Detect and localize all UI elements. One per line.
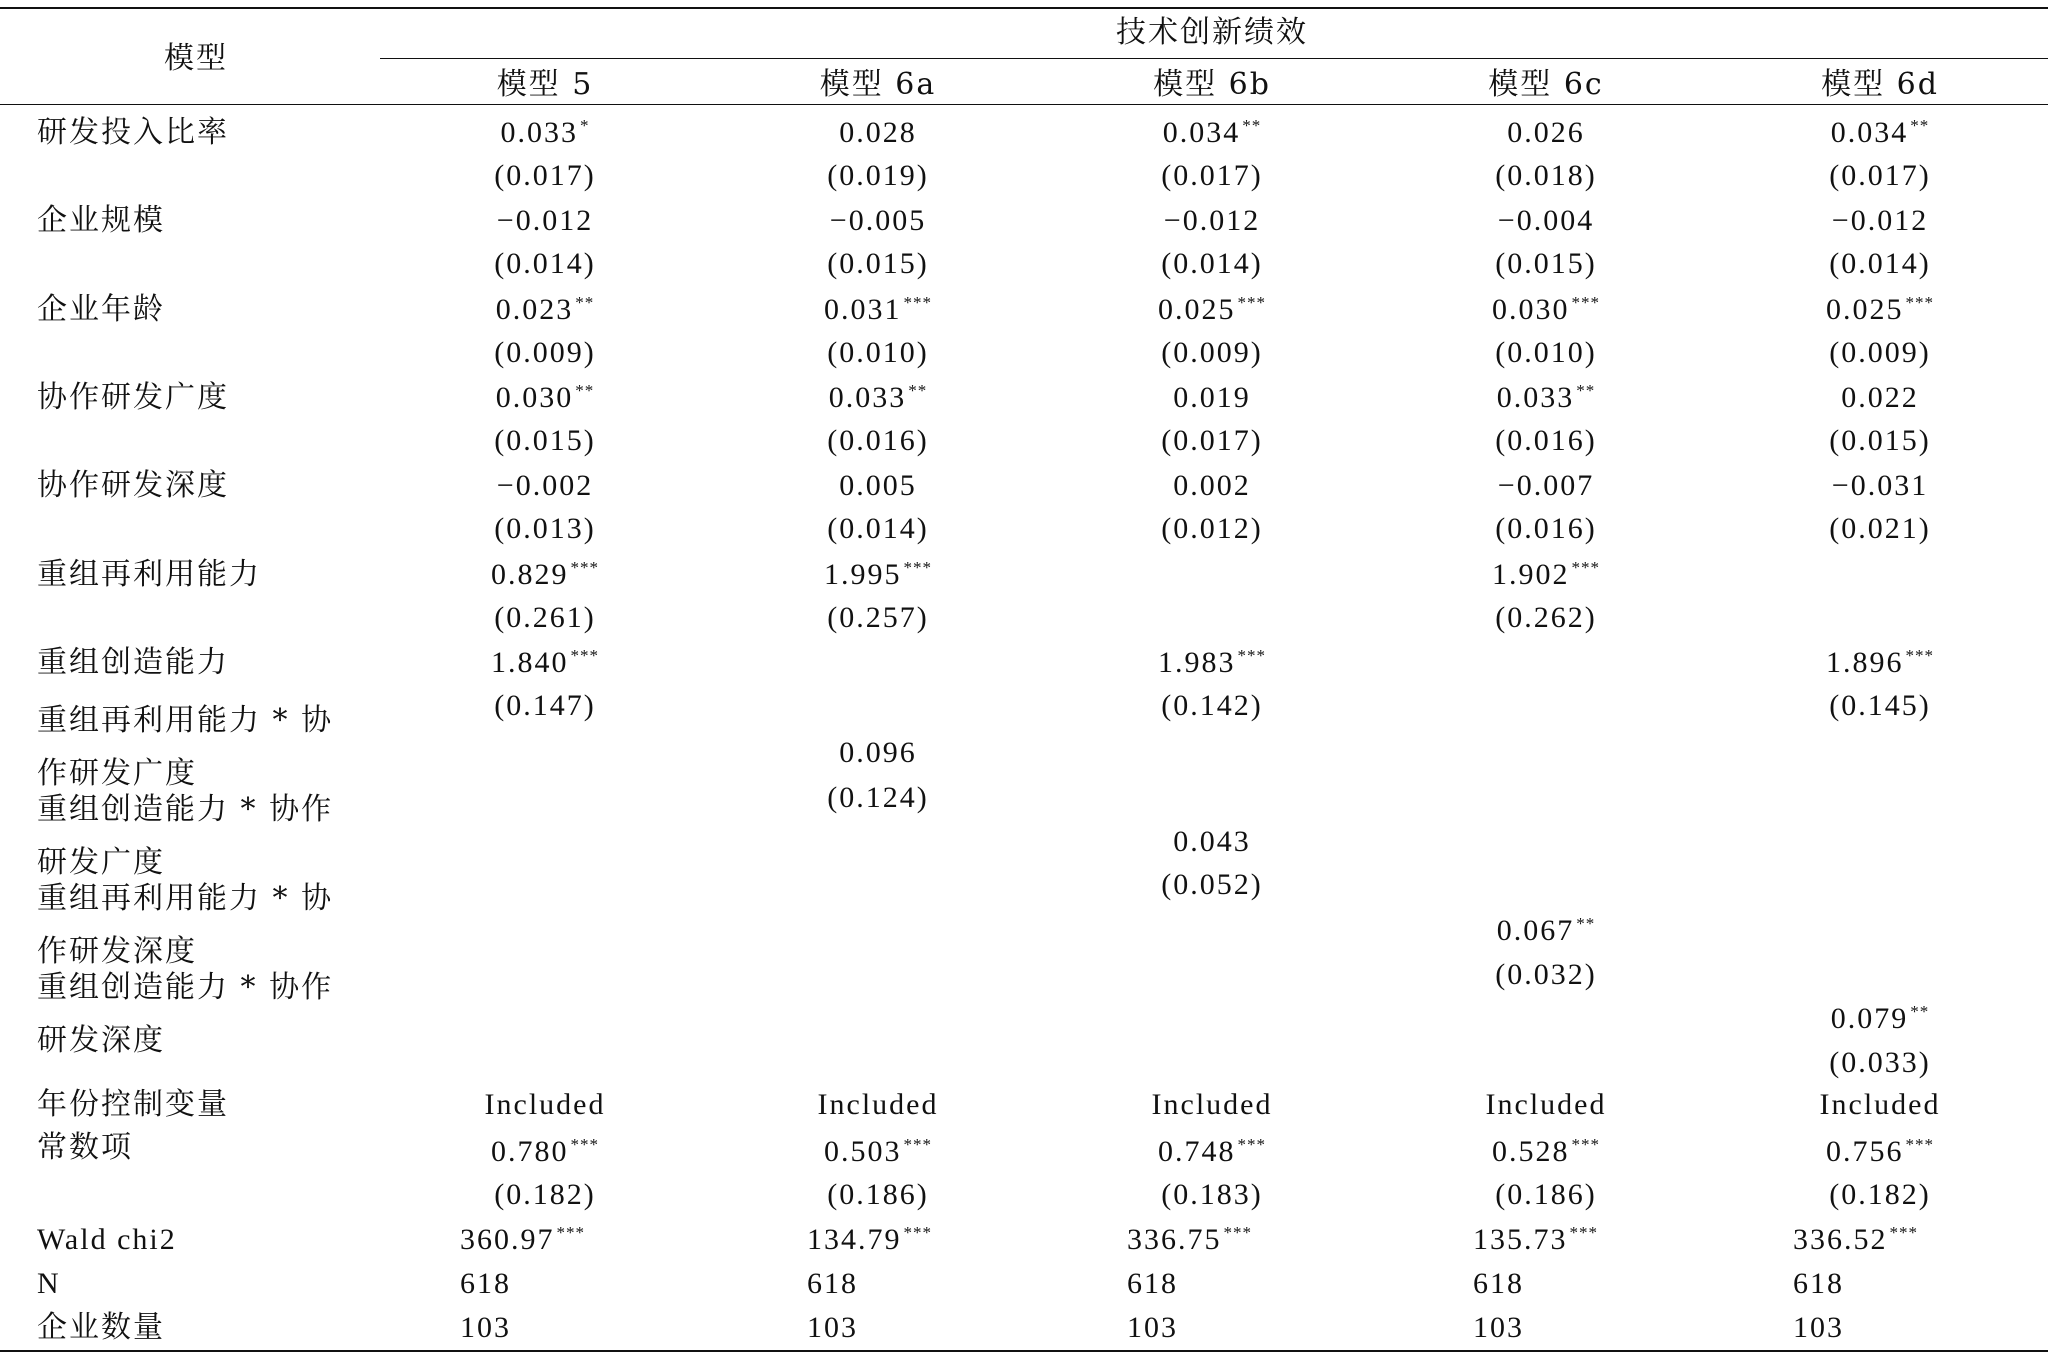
standard-error: (0.010) (1495, 336, 1597, 369)
coefficient: 0.079 ** (1830, 1002, 1930, 1035)
wald-statistic: 336.52 *** (1793, 1223, 1918, 1256)
standard-error: (0.021) (1829, 512, 1931, 545)
wald-statistic: 135.73 *** (1473, 1223, 1598, 1256)
standard-error: (0.262) (1495, 601, 1597, 634)
significance-stars: *** (1237, 1135, 1266, 1154)
significance-stars: ** (1576, 381, 1596, 400)
top-rule (0, 7, 2048, 9)
significance-stars: ** (1242, 116, 1262, 135)
standard-error: (0.017) (1161, 159, 1263, 192)
standard-error: (0.016) (1495, 424, 1597, 457)
header-model-label: 模型 (164, 41, 228, 76)
standard-error: (0.017) (1161, 424, 1263, 457)
coefficient: 1.902 *** (1492, 558, 1600, 591)
wald-statistic: 360.97 *** (460, 1223, 585, 1256)
control-indicator: Included (484, 1088, 606, 1121)
row-label: 企业数量 (37, 1310, 165, 1345)
column-header: 模型 6a (819, 67, 937, 102)
row-label: 企业规模 (37, 203, 165, 238)
coefficient: 0.023 ** (495, 293, 595, 326)
significance-stars: *** (903, 1135, 932, 1154)
standard-error: (0.183) (1161, 1178, 1263, 1211)
standard-error: (0.145) (1829, 689, 1931, 722)
standard-error: (0.016) (827, 424, 929, 457)
significance-stars: *** (903, 1223, 932, 1242)
significance-stars: ** (908, 381, 928, 400)
significance-stars: *** (556, 1223, 585, 1242)
standard-error: (0.014) (1829, 247, 1931, 280)
coefficient: −0.031 (1831, 469, 1929, 502)
significance-stars: *** (1571, 293, 1600, 312)
standard-error: (0.182) (494, 1178, 596, 1211)
row-label: 重组再利用能力 * 协 (37, 703, 334, 738)
firm-count: 103 (460, 1311, 511, 1344)
coefficient: 0.034 ** (1830, 116, 1930, 149)
coefficient: 0.025 *** (1158, 293, 1266, 326)
standard-error: (0.017) (1829, 159, 1931, 192)
control-indicator: Included (1151, 1088, 1273, 1121)
header-group-label: 技术创新绩效 (1116, 15, 1308, 50)
significance-stars: * (580, 116, 590, 135)
row-label: N (37, 1267, 61, 1300)
control-indicator: Included (817, 1088, 939, 1121)
standard-error: (0.186) (1495, 1178, 1597, 1211)
standard-error: (0.033) (1829, 1046, 1931, 1079)
standard-error: (0.052) (1161, 868, 1263, 901)
standard-error: (0.257) (827, 601, 929, 634)
row-label: 作研发深度 (37, 934, 197, 969)
row-label: 研发深度 (37, 1023, 165, 1058)
column-header: 模型 5 (496, 67, 594, 102)
coefficient: 0.030 *** (1492, 293, 1600, 326)
coefficient: 0.022 (1841, 381, 1919, 414)
significance-stars: ** (1576, 914, 1596, 933)
coefficient: −0.007 (1497, 469, 1595, 502)
coefficient: 0.043 (1173, 825, 1251, 858)
significance-stars: ** (1910, 116, 1930, 135)
row-label: 常数项 (37, 1130, 133, 1165)
coefficient: 1.983 *** (1158, 646, 1266, 679)
significance-stars: *** (1223, 1223, 1252, 1242)
coefficient: 0.829 *** (491, 558, 599, 591)
coefficient: 0.019 (1173, 381, 1251, 414)
coefficient: 0.033 * (500, 116, 590, 149)
bottom-rule (0, 1350, 2048, 1352)
firm-count: 103 (807, 1311, 858, 1344)
standard-error: (0.009) (1829, 336, 1931, 369)
firm-count: 103 (1793, 1311, 1844, 1344)
standard-error: (0.016) (1495, 512, 1597, 545)
coefficient: −0.012 (496, 204, 594, 237)
standard-error: (0.124) (827, 781, 929, 814)
firm-count: 103 (1473, 1311, 1524, 1344)
standard-error: (0.015) (1829, 424, 1931, 457)
row-label: 重组创造能力 * 协作 (37, 970, 334, 1005)
significance-stars: *** (570, 646, 599, 665)
coefficient: 0.780 *** (491, 1135, 599, 1168)
coefficient: 0.028 (839, 116, 917, 149)
significance-stars: *** (1905, 293, 1934, 312)
significance-stars: *** (1905, 646, 1934, 665)
standard-error: (0.014) (1161, 247, 1263, 280)
wald-statistic: 336.75 *** (1127, 1223, 1252, 1256)
standard-error: (0.009) (494, 336, 596, 369)
coefficient: 1.995 *** (824, 558, 932, 591)
observation-count: 618 (460, 1267, 511, 1300)
significance-stars: *** (903, 558, 932, 577)
group-rule (380, 58, 2048, 59)
significance-stars: *** (1571, 558, 1600, 577)
significance-stars: ** (575, 381, 595, 400)
standard-error: (0.010) (827, 336, 929, 369)
standard-error: (0.017) (494, 159, 596, 192)
coefficient: 0.067 ** (1496, 914, 1596, 947)
coefficient: 0.756 *** (1826, 1135, 1934, 1168)
row-label: 重组再利用能力 * 协 (37, 881, 334, 916)
significance-stars: *** (1237, 293, 1266, 312)
significance-stars: *** (1569, 1223, 1598, 1242)
wald-statistic: 134.79 *** (807, 1223, 932, 1256)
significance-stars: *** (1905, 1135, 1934, 1154)
standard-error: (0.019) (827, 159, 929, 192)
standard-error: (0.015) (827, 247, 929, 280)
significance-stars: ** (1910, 1002, 1930, 1021)
row-label: 重组再利用能力 (37, 557, 261, 592)
significance-stars: *** (570, 558, 599, 577)
row-label: 重组创造能力 * 协作 (37, 792, 334, 827)
significance-stars: *** (1237, 646, 1266, 665)
column-header: 模型 6d (1821, 67, 1939, 102)
standard-error: (0.009) (1161, 336, 1263, 369)
coefficient: 0.026 (1507, 116, 1585, 149)
control-indicator: Included (1485, 1088, 1607, 1121)
row-label: 重组创造能力 (37, 645, 229, 680)
observation-count: 618 (1127, 1267, 1178, 1300)
coefficient: −0.004 (1497, 204, 1595, 237)
standard-error: (0.014) (494, 247, 596, 280)
row-label: 年份控制变量 (37, 1087, 229, 1122)
coefficient: 0.528 *** (1492, 1135, 1600, 1168)
coefficient: 1.896 *** (1826, 646, 1934, 679)
significance-stars: *** (570, 1135, 599, 1154)
standard-error: (0.261) (494, 601, 596, 634)
standard-error: (0.015) (1495, 247, 1597, 280)
row-label: 协作研发深度 (37, 468, 229, 503)
observation-count: 618 (1473, 1267, 1524, 1300)
significance-stars: ** (575, 293, 595, 312)
control-indicator: Included (1819, 1088, 1941, 1121)
header-rule (0, 104, 2048, 105)
coefficient: 0.748 *** (1158, 1135, 1266, 1168)
coefficient: −0.012 (1163, 204, 1261, 237)
coefficient: −0.012 (1831, 204, 1929, 237)
row-label: 企业年龄 (37, 292, 165, 327)
coefficient: −0.005 (829, 204, 927, 237)
firm-count: 103 (1127, 1311, 1178, 1344)
row-label: Wald chi2 (37, 1223, 177, 1256)
column-header: 模型 6b (1153, 67, 1271, 102)
standard-error: (0.013) (494, 512, 596, 545)
standard-error: (0.032) (1495, 958, 1597, 991)
row-label: 作研发广度 (37, 756, 197, 791)
coefficient: 0.033 ** (828, 381, 928, 414)
coefficient: 0.033 ** (1496, 381, 1596, 414)
observation-count: 618 (1793, 1267, 1844, 1300)
coefficient: 1.840 *** (491, 646, 599, 679)
coefficient: 0.030 ** (495, 381, 595, 414)
row-label: 研发广度 (37, 845, 165, 880)
significance-stars: *** (903, 293, 932, 312)
coefficient: 0.025 *** (1826, 293, 1934, 326)
significance-stars: *** (1571, 1135, 1600, 1154)
coefficient: 0.503 *** (824, 1135, 932, 1168)
standard-error: (0.147) (494, 689, 596, 722)
row-label: 研发投入比率 (37, 115, 229, 150)
coefficient: 0.031 *** (824, 293, 932, 326)
standard-error: (0.142) (1161, 689, 1263, 722)
standard-error: (0.014) (827, 512, 929, 545)
column-header: 模型 6c (1488, 67, 1604, 102)
observation-count: 618 (807, 1267, 858, 1300)
standard-error: (0.186) (827, 1178, 929, 1211)
coefficient: −0.002 (496, 469, 594, 502)
coefficient: 0.002 (1173, 469, 1251, 502)
significance-stars: *** (1889, 1223, 1918, 1242)
standard-error: (0.015) (494, 424, 596, 457)
row-label: 协作研发广度 (37, 380, 229, 415)
coefficient: 0.096 (839, 736, 917, 769)
standard-error: (0.018) (1495, 159, 1597, 192)
coefficient: 0.034 ** (1162, 116, 1262, 149)
standard-error: (0.012) (1161, 512, 1263, 545)
coefficient: 0.005 (839, 469, 917, 502)
standard-error: (0.182) (1829, 1178, 1931, 1211)
